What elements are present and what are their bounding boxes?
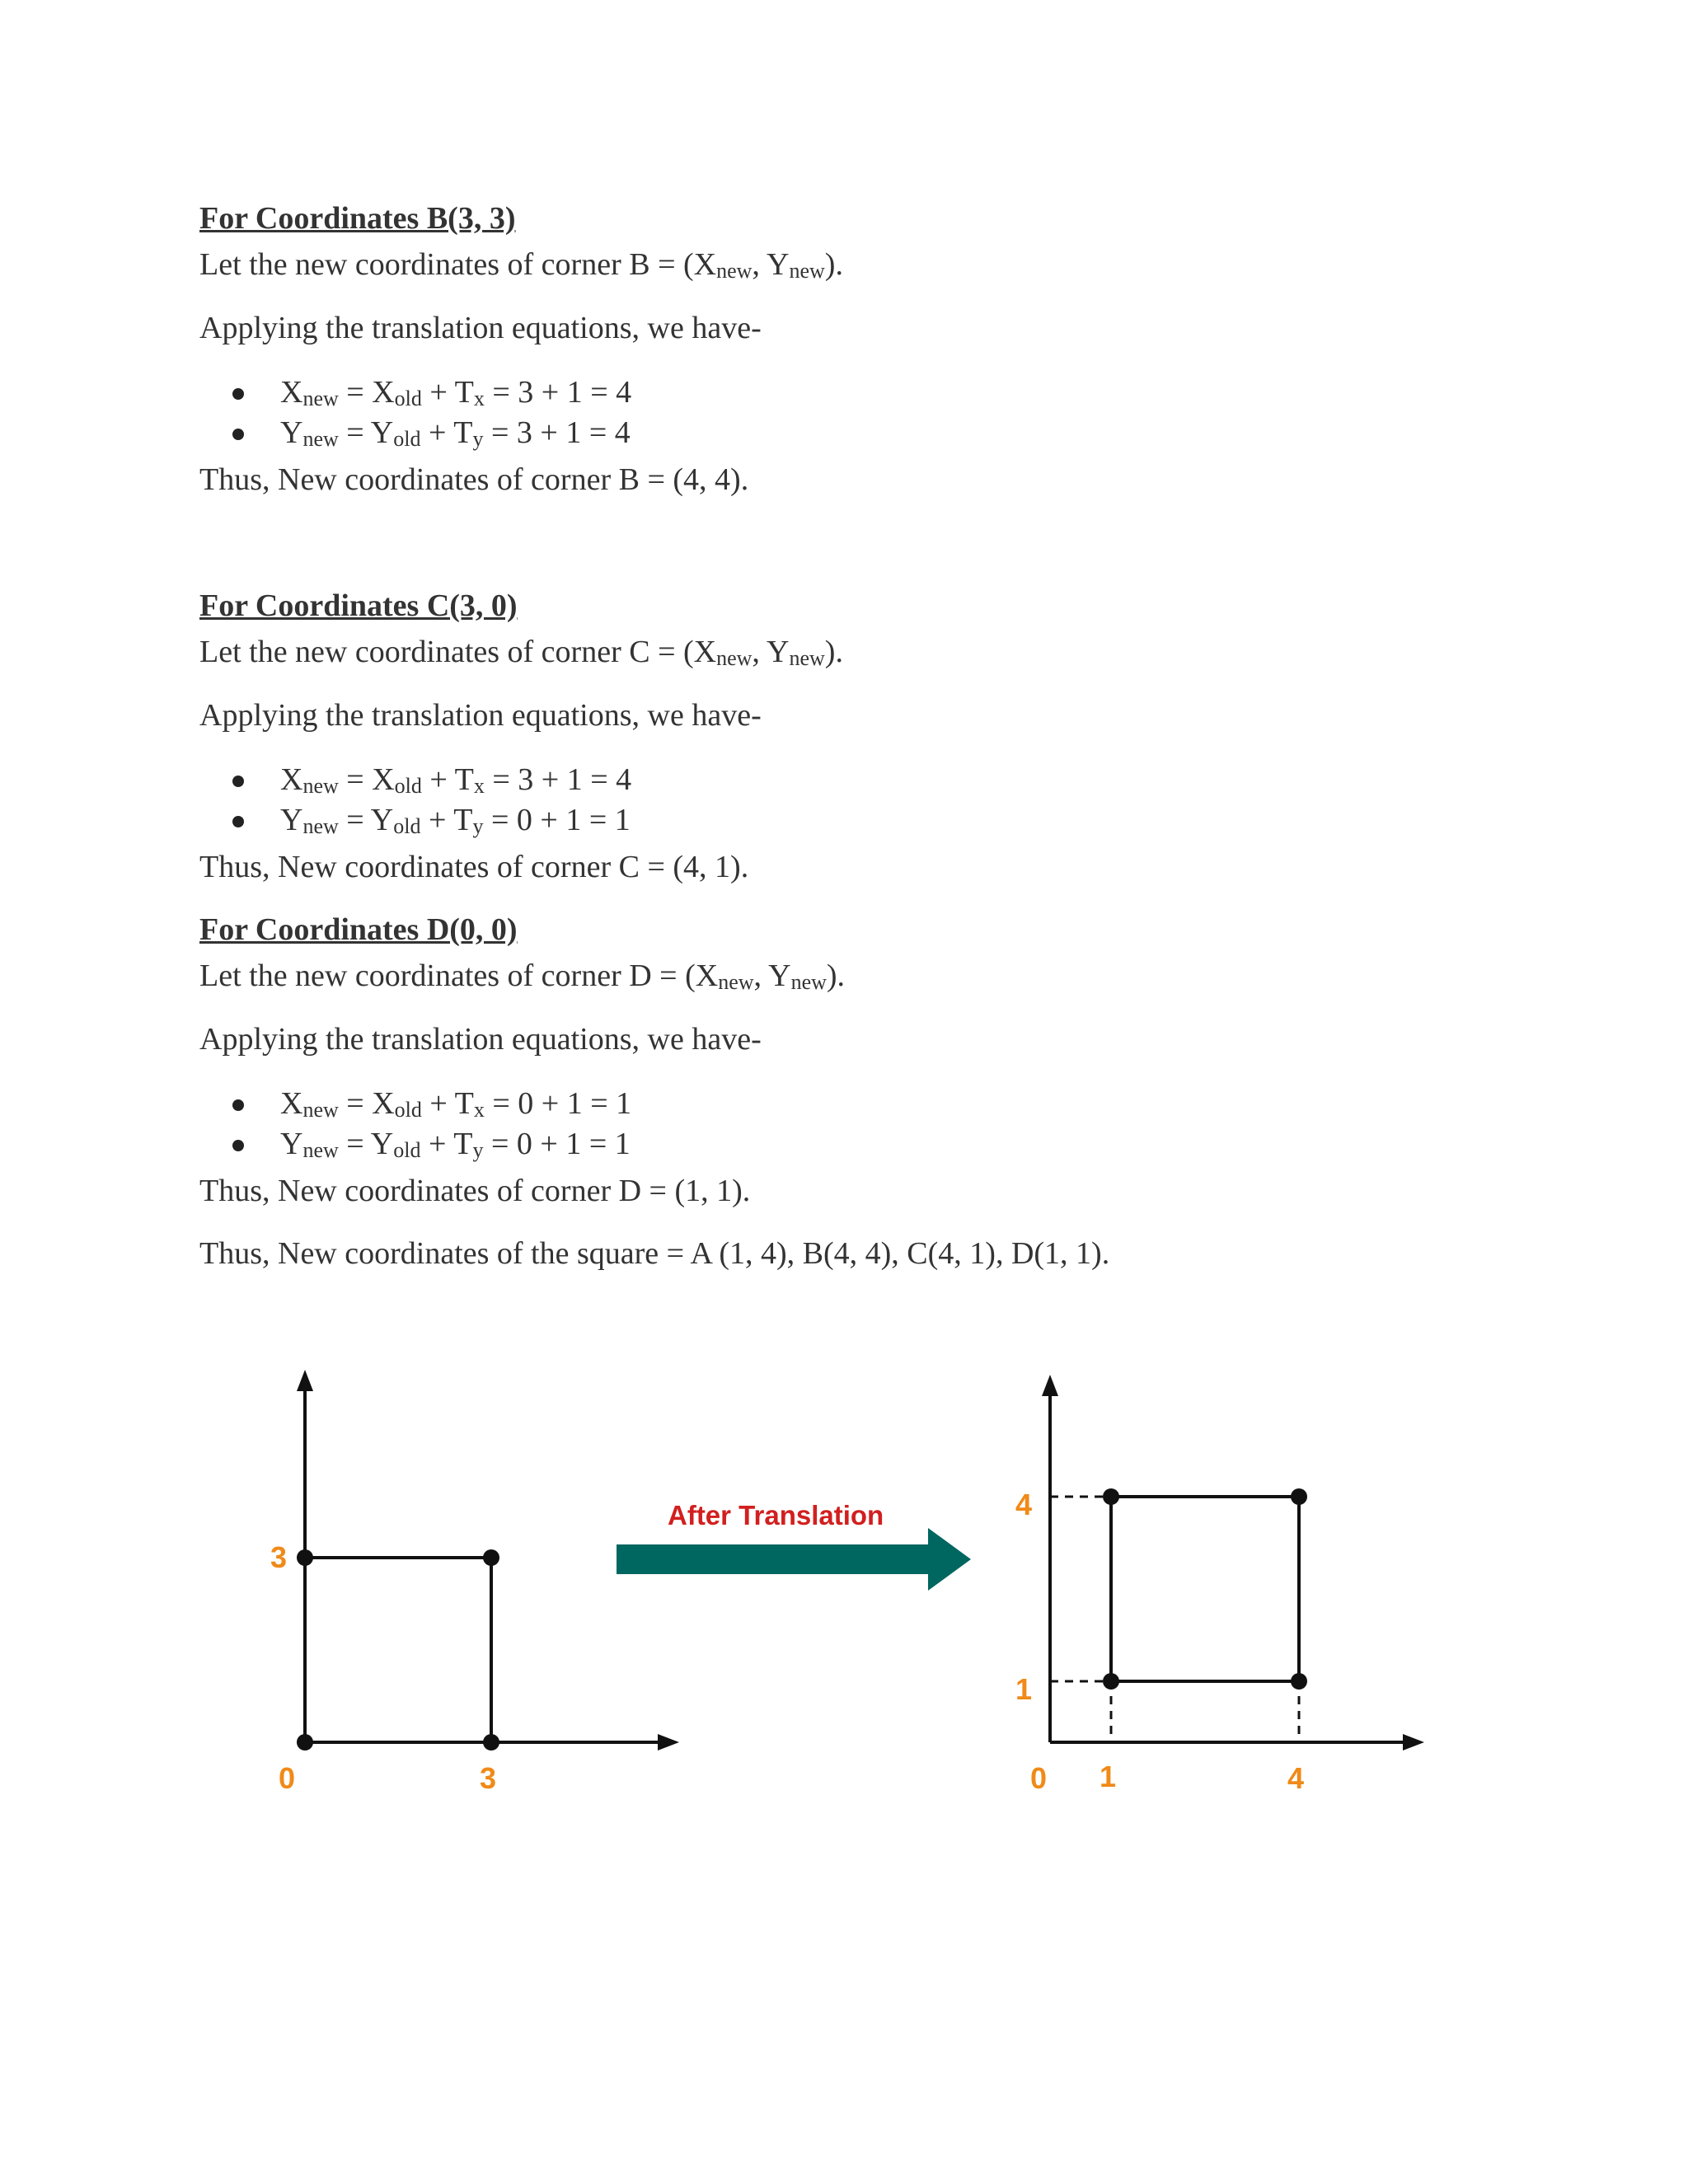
result-b: Thus, New coordinates of corner B = (4, 4). xyxy=(199,462,749,497)
heading-corner-d: For Coordinates D(0, 0) xyxy=(199,912,518,947)
before-point-b xyxy=(483,1549,499,1566)
after-point-a xyxy=(1103,1488,1119,1505)
before-point-c xyxy=(483,1734,499,1750)
after-point-c xyxy=(1291,1673,1307,1690)
before-point-a xyxy=(297,1549,313,1566)
after-y-tick-4: 4 xyxy=(1015,1488,1033,1521)
let-statement-b: Let the new coordinates of corner $B = (X_{new}$, $Y_{new}$). xyxy=(199,247,843,283)
after-square xyxy=(1111,1497,1299,1681)
after-translation-label: After Translation xyxy=(668,1500,884,1530)
let-statement-d: Let the new coordinates of corner $D = (X_{new}$, $Y_{new}$). xyxy=(199,958,846,994)
after-point-d xyxy=(1103,1673,1119,1690)
result-d: Thus, New coordinates of corner D = (1, 1). xyxy=(199,1174,751,1208)
after-y-tick-1: 1 xyxy=(1015,1672,1033,1706)
heading-corner-b: For Coordinates B(3, 3) xyxy=(199,201,516,236)
let-statement-c: Let the new coordinates of corner $C = (X_{new}$, $Y_{new}$). xyxy=(199,635,843,670)
right-arrow-icon xyxy=(617,1528,971,1591)
after-x-arrowhead-icon xyxy=(1403,1734,1424,1750)
after-plot xyxy=(1015,1375,1424,1795)
translation-arrow xyxy=(617,1500,971,1591)
before-x-origin: 0 xyxy=(279,1761,296,1795)
after-x-tick-1: 1 xyxy=(1100,1760,1117,1793)
before-y-tick-3: 3 xyxy=(270,1540,288,1574)
applying-statement-c: Applying the translation equations, we have- xyxy=(199,698,762,733)
after-point-b xyxy=(1291,1488,1307,1505)
before-square xyxy=(305,1558,491,1742)
heading-corner-c: For Coordinates C(3, 0) xyxy=(199,588,518,623)
before-x-arrowhead-icon xyxy=(658,1734,679,1750)
result-c: Thus, New coordinates of corner C = (4, 1). xyxy=(199,850,749,884)
after-y-arrowhead-icon xyxy=(1042,1375,1058,1396)
before-plot xyxy=(270,1370,679,1795)
applying-statement-d: Applying the translation equations, we have- xyxy=(199,1022,762,1057)
applying-statement-b: Applying the translation equations, we have- xyxy=(199,311,762,345)
before-point-d xyxy=(297,1734,313,1750)
before-x-tick-3: 3 xyxy=(480,1761,497,1795)
conclusion: Thus, New coordinates of the square = A (1, 4), B(4, 4), C(4, 1), D(1, 1). xyxy=(199,1236,1110,1271)
before-y-arrowhead-icon xyxy=(297,1370,313,1391)
after-x-origin: 0 xyxy=(1030,1761,1048,1795)
after-x-tick-4: 4 xyxy=(1287,1761,1305,1795)
